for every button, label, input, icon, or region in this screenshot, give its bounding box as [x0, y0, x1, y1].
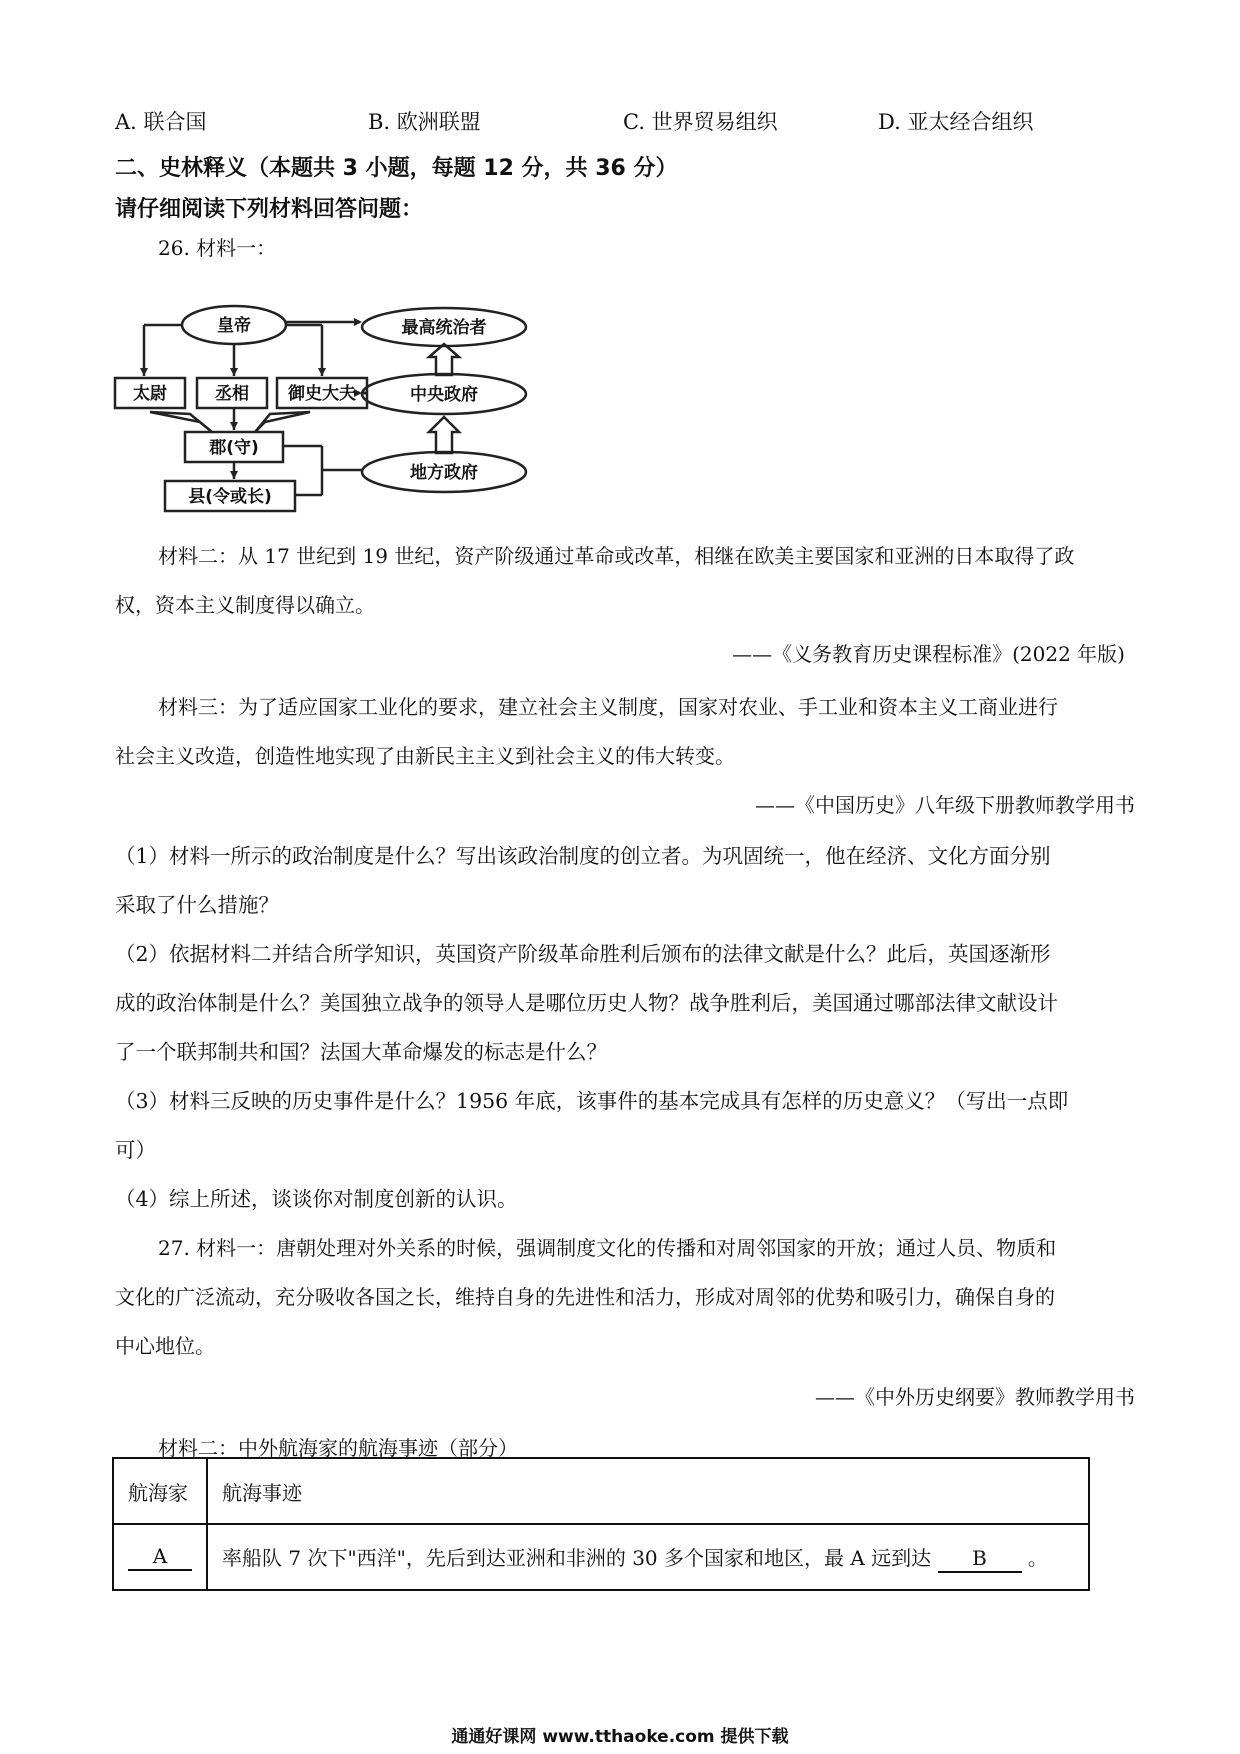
q27-material1-line2: 文化的广泛流动，充分吸收各国之长，维持自身的先进性和活力，形成对周邻的优势和吸引力，确保自身的 — [115, 1285, 1055, 1309]
chengxiang-label: 丞相 — [215, 384, 249, 404]
deeds-text: 率船队 7 次下"西洋"，先后到达亚洲和非洲的 30 多个国家和地区，最 A 远到达 — [222, 1545, 932, 1570]
jun-label: 郡(守) — [209, 438, 259, 458]
table-header-navigator: 航海家 — [113, 1458, 207, 1524]
q26-material2-source: ——《义务教育历史课程标准》(2022 年版) — [732, 642, 1125, 666]
navigator-table — [112, 1457, 1090, 1591]
q26-material3-line1: 材料三：为了适应国家工业化的要求，建立社会主义制度，国家对农业、手工业和资本主义工商业进行 — [158, 695, 1058, 719]
yushi-label: 御史大夫 — [288, 384, 356, 404]
local-government-label: 地方政府 — [410, 463, 478, 483]
table-cell-deeds — [207, 1524, 1089, 1590]
section-instruction: 请仔细阅读下列材料回答问题： — [115, 197, 424, 222]
emperor-label: 皇帝 — [217, 316, 251, 336]
xian-label: 县(令或长) — [188, 487, 272, 507]
q27-material1-source: ——《中外历史纲要》教师教学用书 — [815, 1385, 1135, 1409]
blank-b[interactable]: B — [938, 1545, 1022, 1573]
deeds-end: 。 — [1027, 1545, 1048, 1570]
q26-material3-line2: 社会主义改造，创造性地实现了由新民主主义到社会主义的伟大转变。 — [115, 744, 735, 768]
q26-sub4: （4）综上所述，谈谈你对制度创新的认识。 — [115, 1187, 518, 1211]
table-row — [113, 1524, 1089, 1590]
table-header-deeds: 航海事迹 — [207, 1458, 1089, 1524]
q26-material3-source: ——《中国历史》八年级下册教师教学用书 — [755, 793, 1135, 817]
q26-material2-line2: 权，资本主义制度得以确立。 — [115, 593, 375, 617]
option-a: A. 联合国 — [115, 110, 207, 134]
q27-material2-label: 材料二：中外航海家的航海事迹（部分） — [158, 1436, 518, 1460]
footer-credit: 通通好课网 www.tthaoke.com 提供下载 — [451, 1727, 789, 1747]
option-c: C. 世界贸易组织 — [623, 110, 778, 134]
q26-sub1-line1: （1）材料一所示的政治制度是什么？写出该政治制度的创立者。为巩固统一，他在经济、文化方面分别 — [115, 844, 1051, 868]
q27-material1-line1: 27. 材料一：唐朝处理对外关系的时候，强调制度文化的传播和对周邻国家的开放；通过人员、物质和 — [158, 1236, 1057, 1260]
blank-a[interactable]: A — [128, 1543, 192, 1571]
q26-label: 26. 材料一： — [158, 236, 277, 260]
q26-material2-line1: 材料二：从 17 世纪到 19 世纪，资产阶级通过革命或改革，相继在欧美主要国家和亚洲的日本取得了政 — [158, 544, 1075, 568]
taiwei-label: 太尉 — [133, 384, 167, 404]
q26-sub1-line2: 采取了什么措施？ — [115, 893, 279, 917]
q27-material1-line3: 中心地位。 — [115, 1334, 215, 1358]
q26-sub2-line2: 成的政治体制是什么？美国独立战争的领导人是哪位历史人物？战争胜利后，美国通过哪部法律文献设计 — [115, 991, 1058, 1015]
section-title: 二、史林释义（本题共 3 小题，每题 12 分，共 36 分） — [115, 156, 678, 181]
option-d: D. 亚太经合组织 — [878, 110, 1034, 134]
table-header-row — [113, 1458, 1089, 1524]
q26-sub3-line1: （3）材料三反映的历史事件是什么？1956 年底，该事件的基本完成具有怎样的历史意义？（写出一点即 — [115, 1089, 1069, 1113]
political-system-diagram — [110, 272, 570, 522]
q26-sub2-line3: 了一个联邦制共和国？法国大革命爆发的标志是什么？ — [115, 1040, 607, 1064]
table-cell-navigator — [113, 1524, 207, 1590]
option-b: B. 欧洲联盟 — [368, 110, 481, 134]
central-government-label: 中央政府 — [410, 385, 478, 405]
supreme-ruler-label: 最高统治者 — [401, 318, 487, 338]
q26-sub3-line2: 可） — [115, 1138, 156, 1162]
q26-sub2-line1: （2）依据材料二并结合所学知识，英国资产阶级革命胜利后颁布的法律文献是什么？此后，英国逐渐形 — [115, 942, 1051, 966]
